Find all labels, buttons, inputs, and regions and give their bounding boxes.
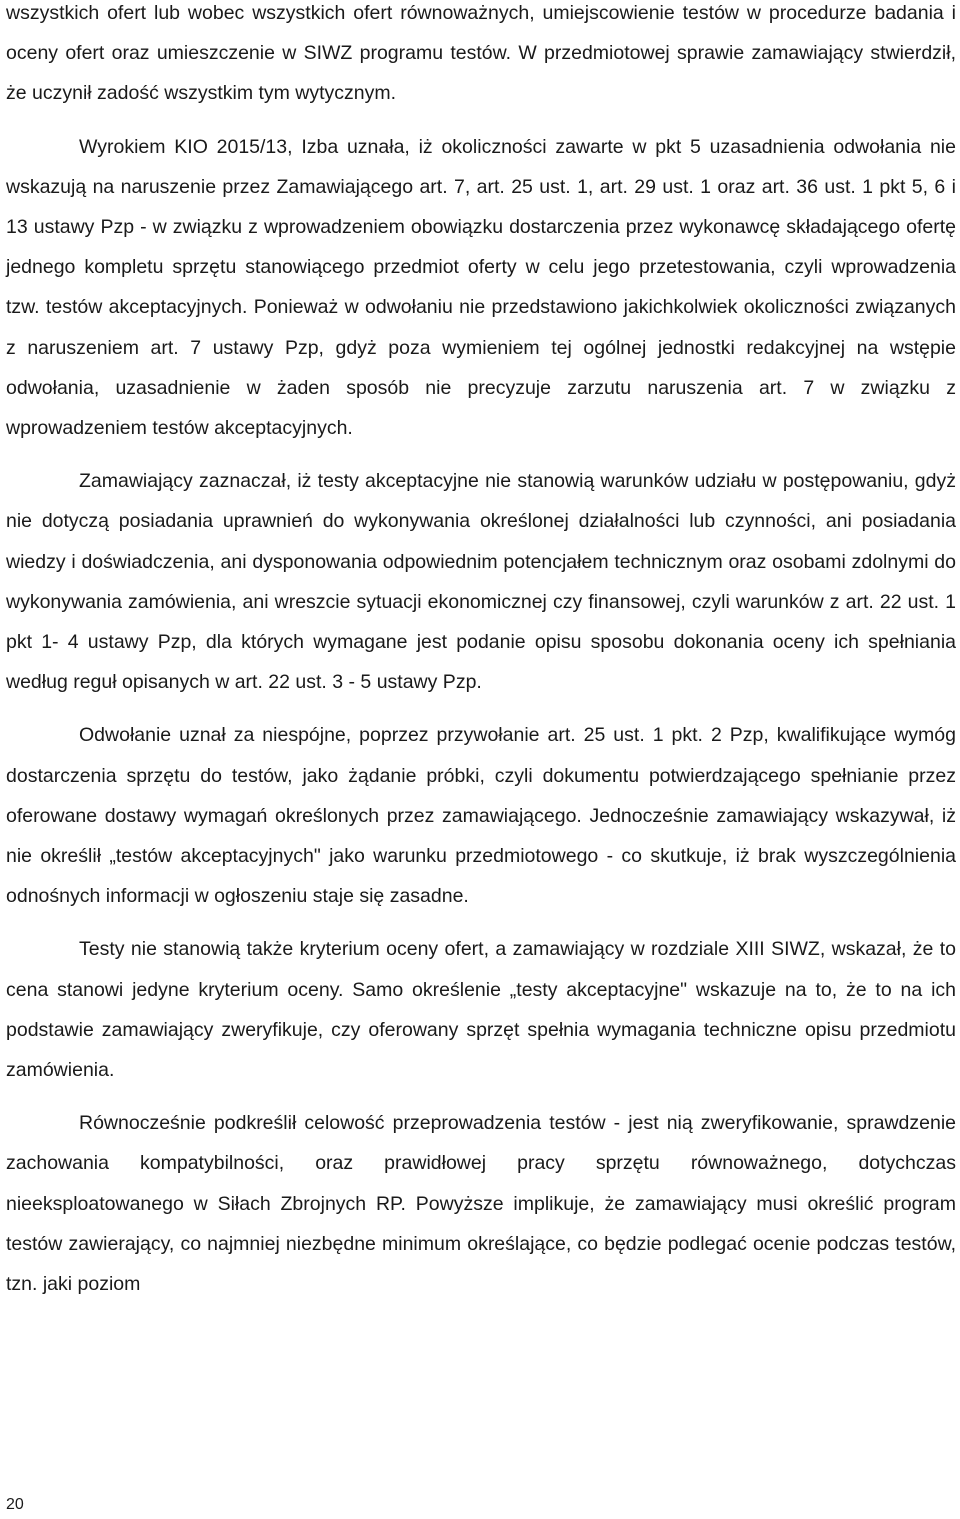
document-page [6, 0, 956, 1304]
paragraph-testing-purpose: Równocześnie podkreślił celowość przeprowadzenia testów - jest nią zweryfikowanie, sprawdzenie zachowania kompatybilności, oraz prawidłowej pracy sprzętu równoważnego, dotychczas nieeksploatowanego w Siłach Zbrojnych RP. Powyższe implikuje, że zamawiający musi określić program testów zawierający, co najmniej niezbędne minimum określające, co będzie podlegać ocenie podczas testów, tzn. jaki poziom [6, 1112, 956, 1296]
paragraph-appeal-inconsistent: Odwołanie uznał za niespójne, poprzez przywołanie art. 25 ust. 1 pkt. 2 Pzp, kwalifikujące wymóg dostarczenia sprzętu do testów, jako żądanie próbki, czyli dokumentu potwierdzającego spełnianie przez oferowane dostawy wymagań określonych przez zamawiającego. Jednocześnie zamawiający wskazywał, iż nie określił „testów akceptacyjnych" jako warunku przedmiotowego - co skutkuje, iż brak wyszczególnienia odnośnych informacji w ogłoszeniu staje się zasadne. [6, 724, 956, 908]
paragraph-evaluation-criterion: Testy nie stanowią także kryterium oceny ofert, a zamawiający w rozdziale XIII SIWZ, wskazał, że to cena stanowi jedyne kryterium oceny. Samo określenie „testy akceptacyjne" wskazuje na to, że to na ich podstawie zamawiający zweryfikuje, czy oferowany sprzęt spełnia wymagania techniczne opisu przedmiotu zamówienia. [6, 938, 956, 1082]
paragraph-kio-ruling: Wyrokiem KIO 2015/13, Izba uznała, iż okoliczności zawarte w pkt 5 uzasadnienia odwołania nie wskazują na naruszenie przez Zamawiającego art. 7, art. 25 ust. 1, art. 29 ust. 1 oraz art. 36 ust. 1 pkt 5, 6 i 13 ustawy Pzp - w związku z wprowadzeniem obowiązku dostarczenia przez wykonawcę składającego ofertę jednego kompletu sprzętu stanowiącego przedmiot oferty w celu jego przetestowania, czyli wprowadzenia tzw. testów akceptacyjnych. Ponieważ w odwołaniu nie przedstawiono jakichkolwiek okoliczności związanych z naruszeniem art. 7 ustawy Pzp, gdyż poza wymieniem tej ogólnej jednostki redakcyjnej na wstępie odwołania, uzasadnienie w żaden sposób nie precyzuje zarzutu naruszenia art. 7 w związku z wprowadzeniem testów akceptacyjnych. [6, 135, 956, 440]
page-number: 20 [6, 1496, 24, 1513]
paragraph-continuation: wszystkich ofert lub wobec wszystkich ofert równoważnych, umiejscowienie testów w procedurze badania i oceny ofert oraz umieszczenie w SIWZ programu testów. W przedmiotowej sprawie zamawiający stwierdził, że uczynił zadość wszystkim tym wytycznym. [6, 2, 956, 105]
paragraph-acceptance-tests-conditions: Zamawiający zaznaczał, iż testy akceptacyjne nie stanowią warunków udziału w postępowaniu, gdyż nie dotyczą posiadania uprawnień do wykonywania określonej działalności lub czynności, ani posiadania wiedzy i doświadczenia, ani dysponowania odpowiednim potencjałem technicznym oraz osobami zdolnymi do wykonywania zamówienia, ani wreszcie sytuacji ekonomicznej czy finansowej, czyli warunków z art. 22 ust. 1 pkt 1- 4 ustawy Pzp, dla których wymagane jest podanie opisu sposobu dokonania oceny ich spełniania według reguł opisanych w art. 22 ust. 3 - 5 ustawy Pzp. [6, 470, 956, 694]
